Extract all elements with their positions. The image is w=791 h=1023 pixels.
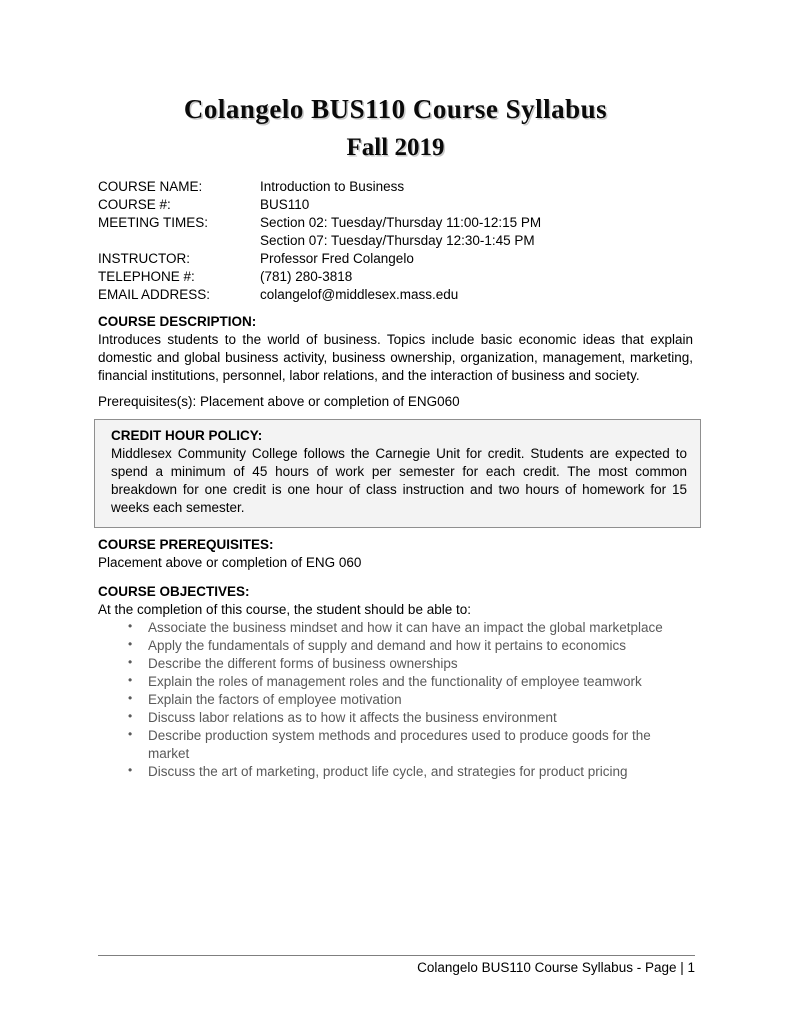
course-info-value: colangelof@middlesex.mass.edu [260,287,459,302]
objective-item: • Explain the roles of management roles and the functionality of employee teamwork [128,673,693,691]
course-info-label: MEETING TIMES: [98,215,209,230]
prerequisites-note: Prerequisites(s): Placement above or completion of ENG060 [98,394,460,409]
course-description-body: Introduces students to the world of business. Topics include basic economic ideas that explain domestic and global business activity, business ownership, organization, management, marketing, financial institutions, personnel, labor relations, and the interaction of business and society. [98,332,693,383]
objective-item: • Associate the business mindset and how it can have an impact the global marketplace [128,619,693,637]
course-info-row [98,196,693,214]
course-info-row [98,214,693,232]
course-info-row [98,232,693,250]
course-info-row [98,268,693,286]
course-prerequisites-section [98,536,693,572]
course-info-value: Introduction to Business [260,179,405,194]
page-footer [98,955,695,977]
objective-item: • Discuss the art of marketing, product life cycle, and strategies for product pricing [128,763,693,781]
page-title: Colangelo BUS110 Course Syllabus [183,94,608,124]
page-content [98,0,693,781]
credit-hour-policy-body: Middlesex Community College follows the Carnegie Unit for credit. Students are expected to spend a minimum of 45 hours of work per semester for each credit. The most common breakdown for one credit is one hour of class instruction and two hours of homework for 15 weeks each semester. [111,446,687,515]
course-info-label: TELEPHONE #: [98,269,195,284]
course-info-value: Professor Fred Colangelo [260,251,414,266]
credit-hour-policy-box [94,419,701,528]
course-info-row [98,178,693,196]
course-info-value: Section 07: Tuesday/Thursday 12:30-1:45 PM [260,233,535,248]
course-objectives-heading: COURSE OBJECTIVES: [98,584,250,599]
objective-item: • Explain the factors of employee motivation [128,691,693,709]
page-subtitle: Fall 2019 [346,134,445,161]
course-info-value: Section 02: Tuesday/Thursday 11:00-12:15 PM [260,215,542,230]
course-info-table [98,178,693,304]
footer-text: Colangelo BUS110 Course Syllabus - Page | 1 [417,960,695,975]
course-info-label: INSTRUCTOR: [98,251,191,266]
course-objectives-intro: At the completion of this course, the student should be able to: [98,602,471,617]
objective-item: • Discuss labor relations as to how it affects the business environment [128,709,693,727]
course-info-value: (781) 280-3818 [260,269,353,284]
course-info-label: COURSE #: [98,197,171,212]
objective-item: • Apply the fundamentals of supply and demand and how it pertains to economics [128,637,693,655]
course-info-label: COURSE NAME: [98,179,203,194]
credit-hour-policy-heading: CREDIT HOUR POLICY: [111,428,263,443]
objective-item: • Describe production system methods and procedures used to produce goods for the market [128,727,693,763]
course-prerequisites-body: Placement above or completion of ENG 060 [98,555,362,570]
course-prerequisites-heading: COURSE PREREQUISITES: [98,537,274,552]
course-info-label: EMAIL ADDRESS: [98,287,211,302]
course-description-heading: COURSE DESCRIPTION: [98,314,257,329]
course-info-value: BUS110 [260,197,310,212]
course-info-row [98,250,693,268]
course-description-section [98,313,693,411]
course-info-row [98,286,693,304]
course-objectives-list [98,619,693,781]
course-info-label [98,232,260,250]
course-objectives-section [98,583,693,781]
objective-item: • Describe the different forms of business ownerships [128,655,693,673]
